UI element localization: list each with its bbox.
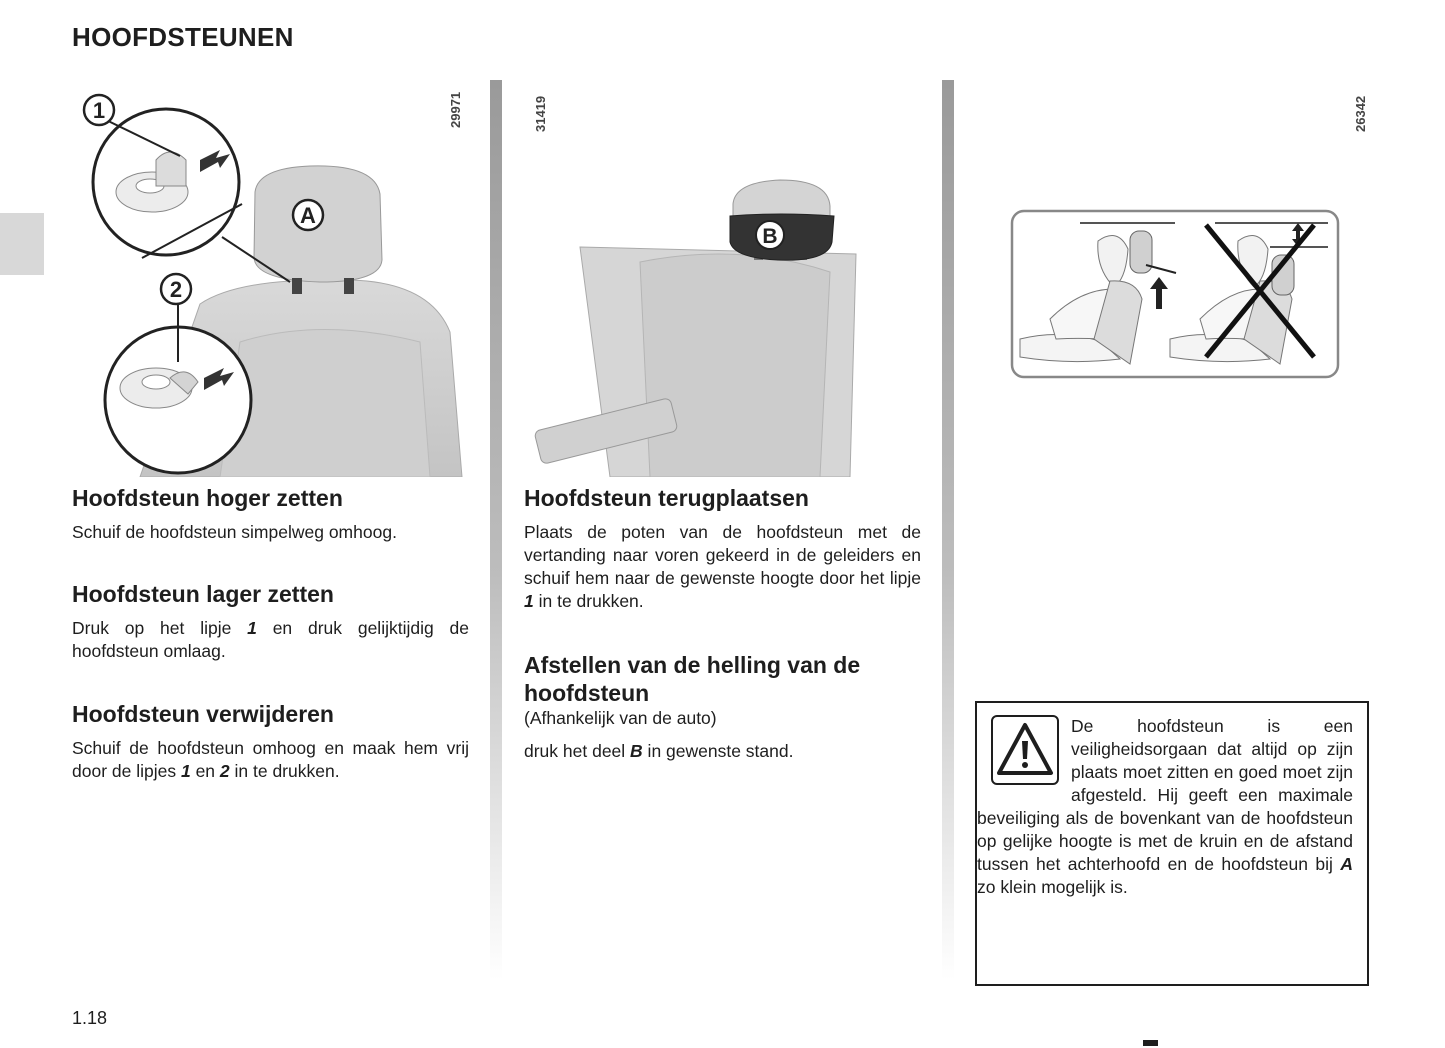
page-number: 1.18: [72, 1008, 108, 1028]
headrest-adjust-figure: [70, 82, 470, 477]
page-title: HOOFDSTEUNEN: [72, 22, 294, 52]
callout-2-label: 2: [169, 277, 183, 302]
text-remove-headrest: Schuif de hoofdsteun omhoog en maak hem vrij door de lipjes 1 en 2 in te drukken.: [72, 738, 469, 781]
page-marker: [1143, 1040, 1158, 1046]
heading-refit-headrest: Hoofdsteun terugplaatsen: [524, 485, 809, 511]
text-raise-headrest: Schuif de hoofdsteun simpelweg omhoog.: [72, 522, 397, 542]
headrest-position-figure: [1010, 209, 1342, 381]
heading-lower-headrest: Hoofdsteun lager zetten: [72, 581, 334, 607]
warning-text: De hoofdsteun is een veiligheidsorgaan dat altijd op zijn plaats moet zitten en goed moet zijn afgesteld. Hij geeft een maximale beveiliging als de bovenkant van de hoofdsteun op gelijke hoogte is met de kruin en de afstand tussen het achterhoofd en de hoofdsteun bij A zo klein mogelijk is.: [977, 716, 1353, 897]
callout-1-label: 1: [92, 98, 106, 123]
heading-remove-headrest: Hoofdsteun verwijderen: [72, 701, 334, 727]
column-middle: [524, 484, 921, 763]
figure-code-31419: 31419: [533, 95, 548, 132]
callout-b-label: B: [762, 225, 778, 248]
text-refit-headrest: Plaats de poten van de hoofdsteun met de vertanding naar voren gekeerd in de geleiders en schuif hem naar de gewenste hoogte door het lipje 1 in te drukken.: [524, 522, 921, 611]
text-tilt-condition: (Afhankelijk van de auto): [524, 708, 717, 728]
section-tab: [0, 213, 44, 275]
warning-box: [975, 701, 1369, 986]
heading-tilt-headrest: Afstellen van de helling van de hoofdsteun: [524, 652, 861, 706]
figure-code-29971: 29971: [448, 91, 463, 128]
warning-triangle-icon: [991, 715, 1059, 785]
column-divider-left: [490, 80, 502, 980]
text-tilt-headrest: druk het deel B in gewenste stand.: [524, 741, 794, 761]
heading-raise-headrest: Hoofdsteun hoger zetten: [72, 485, 343, 511]
headrest-tilt-figure: [530, 82, 930, 477]
column-left: [72, 484, 469, 783]
callout-a-label: A: [300, 203, 316, 228]
column-divider-right: [942, 80, 954, 980]
text-lower-headrest: Druk op het lipje 1 en druk gelijktijdig de hoofdsteun omlaag.: [72, 618, 469, 661]
figure-code-26342: 26342: [1353, 95, 1368, 132]
